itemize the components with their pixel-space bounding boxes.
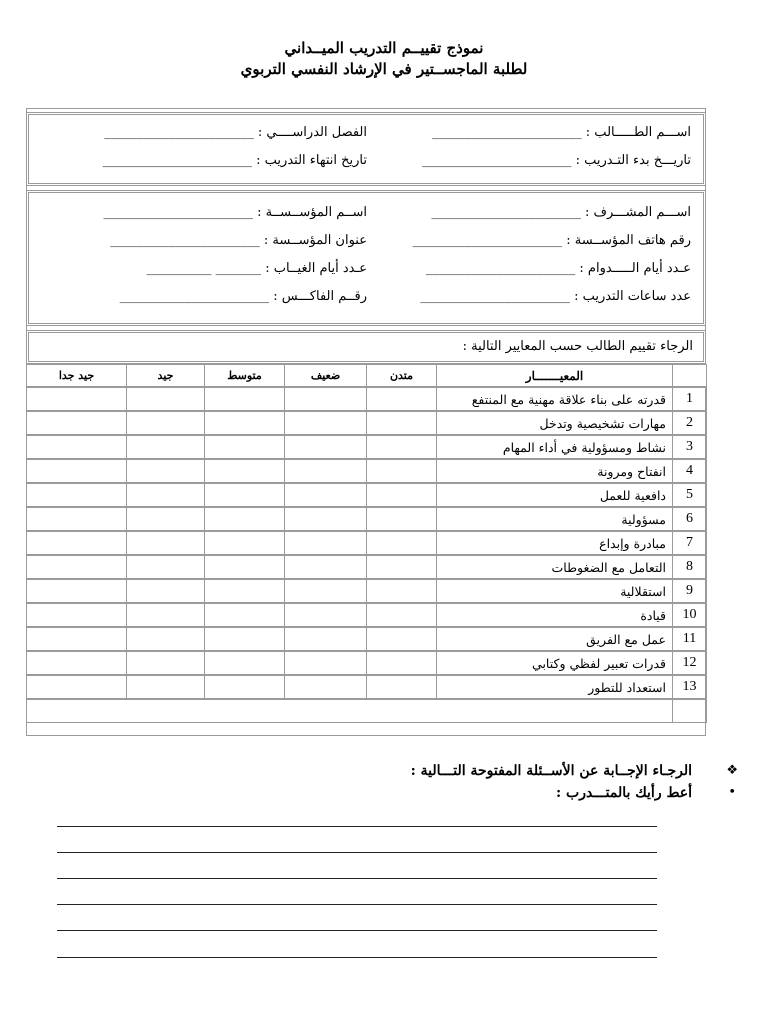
rating-cell-weak[interactable] [285,387,367,411]
rating-cell-low[interactable] [367,627,437,651]
rating-cell-very-good[interactable] [27,651,127,675]
rating-cell-low[interactable] [367,651,437,675]
rating-cell-good[interactable] [127,531,205,555]
absence-days-field[interactable] [146,259,367,279]
answer-line[interactable] [57,878,657,879]
training-start-label: تاريـــخ بدء التـدريب : [575,153,691,168]
criterion-text: دافعية للعمل [437,483,673,507]
criterion-number: 2 [673,411,707,435]
answer-line[interactable] [57,826,657,827]
rating-cell-average[interactable] [205,531,285,555]
rating-cell-average[interactable] [205,411,285,435]
criterion-text: التعامل مع الضغوطات [437,555,673,579]
rating-cell-very-good[interactable] [27,483,127,507]
rating-cell-average[interactable] [205,675,285,699]
rating-cell-weak[interactable] [285,555,367,579]
criterion-number: 6 [673,507,707,531]
rating-cell-very-good[interactable] [27,459,127,483]
institution-address-label: عنوان المؤســسة : [263,233,367,248]
institution-phone-field[interactable] [413,231,691,251]
form-header [0,38,768,80]
rating-cell-good[interactable] [127,627,205,651]
rating-cell-weak[interactable] [285,603,367,627]
rating-cell-average[interactable] [205,579,285,603]
rating-cell-weak[interactable] [285,507,367,531]
criterion-text: نشاط ومسؤولية في أداء المهام [437,435,673,459]
criterion-row [27,555,707,579]
criterion-text: استقلالية [437,579,673,603]
open-questions [410,760,738,804]
answer-line[interactable] [57,852,657,853]
semester-value: _______________________ [104,125,254,140]
rating-cell-low[interactable] [367,507,437,531]
rating-cell-very-good[interactable] [27,507,127,531]
attendance-days-label: عـدد أيام الـــــدوام : [579,261,691,276]
answer-line[interactable] [57,957,657,958]
rating-cell-average[interactable] [205,507,285,531]
student-name-label: اســـم الطـــــالب : [585,125,691,140]
institution-address-value: _______________________ [110,233,260,248]
training-start-value: _______________________ [421,153,572,168]
criterion-text: مسؤولية [437,507,673,531]
criterion-number: 12 [673,651,707,675]
table-header-row [27,365,707,388]
training-hours-label: عدد ساعات التدريب : [574,289,691,304]
rating-cell-very-good[interactable] [27,387,127,411]
header-weak: ضعيف [285,365,367,388]
rating-cell-average[interactable] [205,555,285,579]
rating-cell-very-good[interactable] [27,675,127,699]
criterion-row [27,435,707,459]
training-end-value: _______________________ [102,153,253,168]
rating-cell-low[interactable] [367,555,437,579]
criterion-number: 9 [673,579,707,603]
rating-cell-very-good[interactable] [27,603,127,627]
institution-address-field[interactable] [110,231,367,251]
rating-cell-average[interactable] [205,627,285,651]
rating-cell-weak[interactable] [285,411,367,435]
absence-days-value: _______ __________ [146,261,262,276]
rating-cell-good[interactable] [127,579,205,603]
criterion-row [27,483,707,507]
attendance-days-field[interactable] [426,259,691,279]
criterion-row [27,675,707,699]
rating-cell-low[interactable] [367,483,437,507]
rating-cell-good[interactable] [127,555,205,579]
institution-name-field[interactable] [103,203,367,223]
criterion-row [27,651,707,675]
criterion-row [27,411,707,435]
criterion-number: 5 [673,483,707,507]
rating-cell-low[interactable] [367,675,437,699]
rating-cell-weak[interactable] [285,483,367,507]
rating-cell-average[interactable] [205,603,285,627]
rating-cell-weak[interactable] [285,675,367,699]
rating-cell-average[interactable] [205,651,285,675]
rating-cell-average[interactable] [205,387,285,411]
rating-cell-very-good[interactable] [27,579,127,603]
header-low: متدن [367,365,437,388]
rating-cell-low[interactable] [367,435,437,459]
open-questions-intro [410,760,738,782]
criterion-row [27,459,707,483]
rating-cell-low[interactable] [367,579,437,603]
criterion-text: مبادرة وإبداع [437,531,673,555]
fax-number-value: _______________________ [119,289,270,304]
form-title: نموذج تقييــم التدريب الميــداني [284,39,484,57]
criterion-row [27,627,707,651]
header-good: جيد [127,365,205,388]
rating-cell-good[interactable] [127,459,205,483]
criterion-number: 8 [673,555,707,579]
institution-phone-label: رقم هاتف المؤســسة : [566,233,691,248]
criterion-number: 1 [673,387,707,411]
training-end-label: تاريخ انتهاء التدريب : [256,153,367,168]
rating-cell-low[interactable] [367,387,437,411]
semester-field[interactable] [104,123,367,143]
rating-cell-low[interactable] [367,459,437,483]
rating-cell-weak[interactable] [285,627,367,651]
criterion-number: 3 [673,435,707,459]
rating-cell-good[interactable] [127,507,205,531]
criterion-number: 7 [673,531,707,555]
evaluation-instruction-box [26,330,706,364]
empty-cell [27,699,673,723]
supervisor-name-value: _______________________ [431,205,581,220]
form-subtitle: لطلبة الماجســتير في الإرشاد النفسي التربوي [240,60,528,78]
evaluation-table [26,364,707,723]
criterion-text: قيادة [437,603,673,627]
rating-cell-good[interactable] [127,435,205,459]
criterion-row [27,531,707,555]
criterion-number: 13 [673,675,707,699]
rating-cell-very-good[interactable] [27,435,127,459]
rating-cell-very-good[interactable] [27,411,127,435]
absence-days-label: عـدد أيام الغيــاب : [265,261,367,276]
criterion-number: 4 [673,459,707,483]
rating-cell-good[interactable] [127,387,205,411]
rating-cell-very-good[interactable] [27,531,127,555]
rating-cell-good[interactable] [127,483,205,507]
criterion-number: 10 [673,603,707,627]
rating-cell-good[interactable] [127,651,205,675]
criterion-text: قدرات تعبير لفظي وكتابي [437,651,673,675]
training-end-field[interactable] [103,151,367,171]
criterion-number: 11 [673,627,707,651]
rating-cell-average[interactable] [205,435,285,459]
header-very-good: جيد جدا [27,365,127,388]
institution-name-value: _______________________ [103,205,253,220]
answer-line[interactable] [57,930,657,931]
rating-cell-weak[interactable] [285,435,367,459]
criterion-text: استعداد للتطور [437,675,673,699]
fax-number-field[interactable] [120,287,367,307]
rating-cell-low[interactable] [367,603,437,627]
empty-row [27,699,707,723]
empty-cell [673,699,707,723]
training-hours-value: _______________________ [420,289,570,304]
rating-cell-average[interactable] [205,483,285,507]
rating-cell-very-good[interactable] [27,627,127,651]
header-number [673,365,707,388]
rating-cell-weak[interactable] [285,579,367,603]
institution-name-label: اســم المؤســســة : [257,205,367,220]
rating-cell-very-good[interactable] [27,555,127,579]
rating-cell-weak[interactable] [285,531,367,555]
criterion-text: عمل مع الفريق [437,627,673,651]
rating-cell-low[interactable] [367,411,437,435]
criterion-row [27,387,707,411]
answer-line[interactable] [57,904,657,905]
supervisor-name-label: اســـم المشـــرف : [585,205,691,220]
rating-cell-low[interactable] [367,531,437,555]
rating-cell-good[interactable] [127,411,205,435]
criterion-text: انفتاح ومرونة [437,459,673,483]
student-name-field[interactable] [432,123,691,143]
criterion-text: مهارات تشخيصية وتدخل [437,411,673,435]
attendance-days-value: _______________________ [425,261,576,276]
opinion-question-text: أعط رأيك بالمتـــدرب : [555,785,692,801]
header-criterion: المعيـــــــار [437,365,673,388]
student-info-section [26,112,706,186]
rating-cell-average[interactable] [205,459,285,483]
fax-number-label: رقــم الفاكـــس : [273,289,367,304]
semester-label: الفصل الدراســــي : [257,125,367,140]
institution-info-section [26,190,706,326]
rating-cell-good[interactable] [127,675,205,699]
bullet-icon: • [728,785,736,800]
supervisor-name-field[interactable] [431,203,691,223]
criterion-row [27,579,707,603]
open-questions-intro-text: الرجـاء الإجــابة عن الأســئلة المفتوحة التـــالية : [410,763,692,779]
rating-cell-weak[interactable] [285,459,367,483]
training-start-field[interactable] [422,151,691,171]
institution-phone-value: _______________________ [412,233,563,248]
criterion-row [27,507,707,531]
rating-cell-weak[interactable] [285,651,367,675]
student-name-value: _______________________ [432,125,582,140]
diamond-bullet-icon: ❖ [726,763,738,778]
evaluation-instruction: الرجاء تقييم الطالب حسب المعايير التالية : [462,339,693,354]
criterion-row [27,603,707,627]
rating-cell-good[interactable] [127,603,205,627]
criterion-text: قدرته على بناء علاقة مهنية مع المنتفع [437,387,673,411]
opinion-question [411,782,736,804]
header-average: متوسط [205,365,285,388]
training-hours-field[interactable] [420,287,691,307]
